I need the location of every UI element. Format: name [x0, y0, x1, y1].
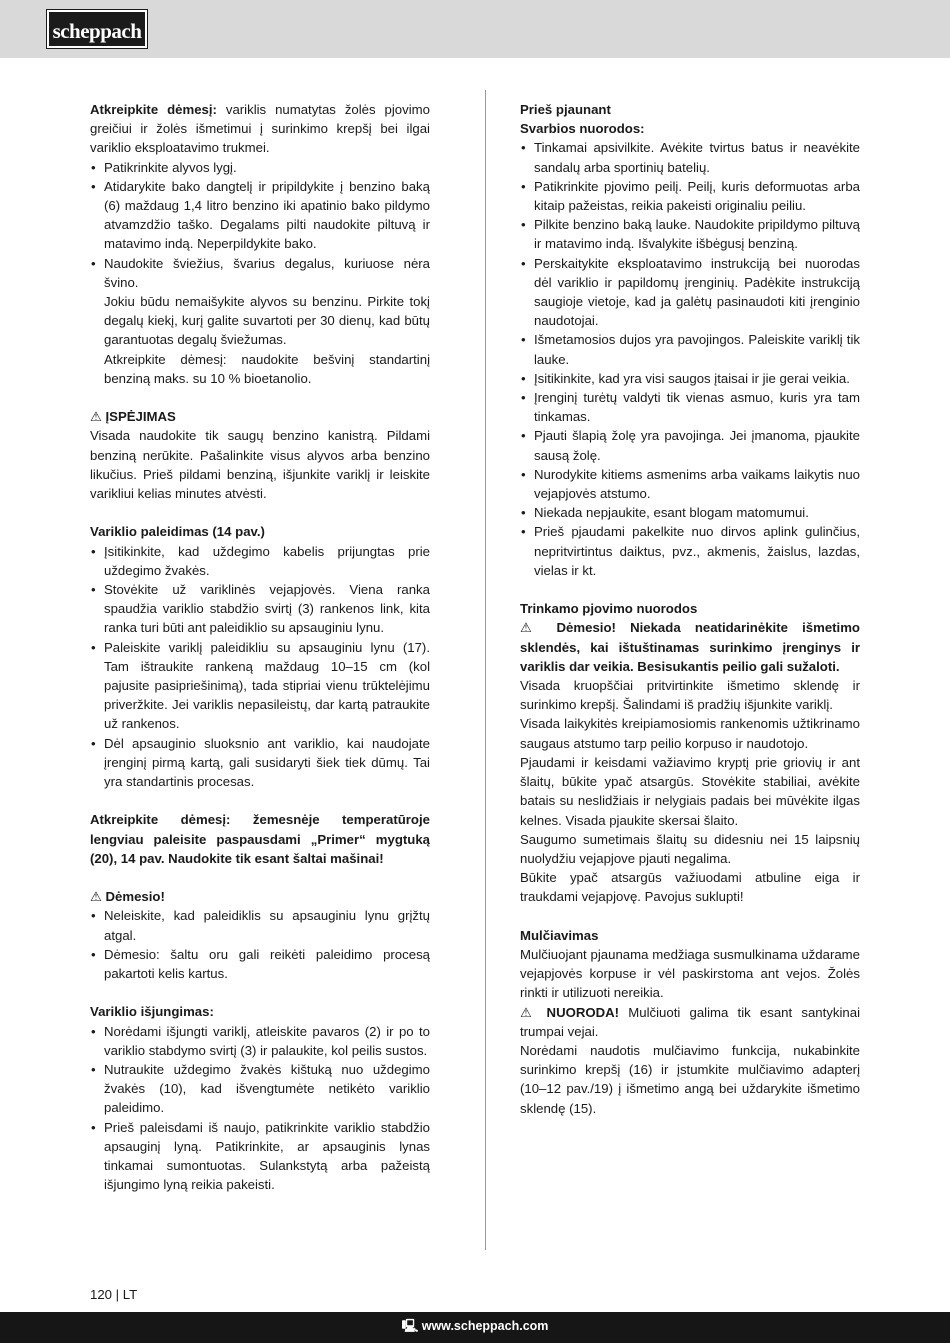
- column-divider: [485, 90, 486, 1250]
- list-item: • Įrenginį turėtų valdyti tik vienas asmuo, kuris yra tam tinkamas.: [520, 388, 860, 426]
- list-item: • Pjauti šlapią žolę yra pavojinga. Jei įmanoma, pjaukite sausą žolę.: [520, 426, 860, 464]
- fuel-list: [90, 158, 430, 292]
- page-number: 120 | LT: [90, 1287, 138, 1302]
- list-item: • Prieš paleisdami iš naujo, patikrinkite variklio stabdžio apsauginį lyną. Patikrinkite, ar apsauginis lynas tinkamai sumontuotas. Sulankstytą arba pažeistą išjungimo lyną reikia pakeisti.: [90, 1118, 430, 1195]
- list-item: • Įsitikinkite, kad yra visi saugos įtaisai ir jie gerai veikia.: [520, 369, 860, 388]
- list-continuation: Jokiu būdu nemaišykite alyvos su benzinu. Pirkite tokį degalų kiekį, kurį galite suvartoti per 30 dienų, kad būtų garantuotas degalų šviežumas.: [104, 294, 430, 348]
- list-item: • Paleiskite variklį paleidikliu su apsauginiu lynu (17). Tam ištraukite rankeną maždaug 10–15 cm (kol pajusite pasipriešinimą), tada stipriai vienu trūktelėjimu priveržkite. Jei variklis nepasileistų, dar kartą patraukite už rankenos.: [90, 638, 430, 734]
- section-title-mowing: Trinkamo pjovimo nuorodos: [520, 601, 698, 617]
- primer-note: Atkreipkite dėmesį: žemesnėje temperatūroje lengviau paleisite paspausdami „Primer“ mygtuką (20), 14 pav. Naudokite tik esant šaltai mašinai!: [90, 812, 430, 866]
- section-title-mulching: Mulčiavimas: [520, 927, 599, 943]
- important-list: [520, 138, 860, 580]
- right-column: [520, 100, 860, 1118]
- footer-bar: [0, 1312, 950, 1343]
- list-item: • Naudokite šviežius, švarius degalus, kuriuose nėra švino.: [90, 254, 430, 292]
- caution-list: [90, 906, 430, 983]
- list-item: • Išmetamosios dujos yra pavojingos. Paleiskite variklį tik lauke.: [520, 330, 860, 368]
- list-continuation: Atkreipkite dėmesį: naudokite bešvinį standartinį benziną maks. su 10 % bioetanolio.: [104, 351, 430, 386]
- paragraph: Mulčiuojant pjaunama medžiaga susmulkinama uždarame vejapjovės korpuse ir vėl paskirstoma ant vejos. Žolės rinkti ir utilizuoti nereikia.: [520, 946, 860, 1001]
- section-title-stop: Variklio išjungimas:: [90, 1004, 214, 1020]
- paragraph: Pjaudami ir keisdami važiavimo kryptį prie griovių ir ant šlaitų, būkite ypač atsargūs. Stovėkite stabiliai, avėkite batais su neslidžiais ir nelygiais padais bei mūvėkite ilgas kelnes. Visada pjaukite skersai šlaito.: [520, 754, 860, 828]
- list-item: • Įsitikinkite, kad uždegimo kabelis prijungtas prie uždegimo žvakės.: [90, 542, 430, 580]
- paragraph-attention: Atkreipkite dėmesį: variklis numatytas žolės pjovimo greičiui ir žolės išmetimui į surinkimo krepšį bei ilgai variklio eksploatavimo trukmei.: [90, 102, 430, 156]
- brand-logo[interactable]: scheppach: [47, 10, 147, 48]
- list-item: • Dėl apsauginio sluoksnio ant variklio, kai naudojate įrenginį pirmą kartą, gali susidaryti šiek tiek dūmų. Tai yra standartinis procesas.: [90, 734, 430, 792]
- paragraph: Visada laikykitės kreipiamosiomis rankenomis užtikrinamo saugaus atstumo tarp peilio korpuso ir naudotojo.: [520, 716, 860, 751]
- warning-heading: ⚠ ĮSPĖJIMAS: [90, 409, 176, 425]
- paragraph: Saugumo sumetimais šlaitų su didesniu nei 15 laipsnių nuolydžiu vejapjove pjauti negalima.: [520, 831, 860, 866]
- list-item: • Patikrinkite alyvos lygį.: [90, 158, 430, 177]
- list-item: • Stovėkite už variklinės vejapjovės. Viena ranka spaudžia variklio stabdžio svirtį (3) rankenos link, kita ranka turi būti ant paleidiklio su apsauginiu lynu.: [90, 580, 430, 638]
- warning-icon: ⚠: [90, 409, 102, 425]
- warning-icon: ⚠: [520, 620, 543, 636]
- paragraph: Būkite ypač atsargūs važiuodami atbuline eiga ir traukdami vejapjovę. Pavojus suklupti!: [520, 870, 860, 905]
- list-item: • Norėdami išjungti variklį, atleiskite pavaros (2) ir po to variklio stabdymo svirtį (3) ir palaukite, kol peilis sustos.: [90, 1022, 430, 1060]
- section-title-before: Prieš pjaunant: [520, 102, 611, 117]
- list-item: • Atidarykite bako dangtelį ir pripildykite į benzino baką (6) maždaug 1,4 litro benzino iki apatinio bako pildymo atvamzdžio taško. Degalams pilti naudokite piltuvą ir matavimo indą. Neperpildykite bako.: [90, 177, 430, 254]
- warning-text: Visada naudokite tik saugų benzino kanistrą. Pildami benziną nerūkite. Pašalinkite visus alyvos arba benzino likučius. Prieš pildami benziną, išjunkite variklį ir leiskite varikliui kelias minutes atvėsti.: [90, 428, 430, 502]
- list-item: • Nutraukite uždegimo žvakės kištuką nuo uždegimo žvakės (10), kad išvengtumėte netikėto variklio paleidimo.: [90, 1060, 430, 1118]
- website-link[interactable]: www.scheppach.com: [418, 1319, 549, 1333]
- subsection-title-important: Svarbios nuorodos:: [520, 121, 645, 137]
- list-item: • Tinkamai apsivilkite. Avėkite tvirtus batus ir neavėkite sandalų arba sportinių batelių.: [520, 138, 860, 176]
- list-item: • Patikrinkite pjovimo peilį. Peilį, kuris deformuotas arba kitaip pažeistas, reikia pakeisti originaliu peiliu.: [520, 177, 860, 215]
- header-bar: [0, 0, 950, 58]
- note-paragraph: ⚠ NUORODA! Mulčiuoti galima tik esant santykinai trumpai vejai.: [520, 1004, 860, 1039]
- start-list: [90, 542, 430, 792]
- stop-list: [90, 1022, 430, 1195]
- list-item: • Pilkite benzino baką lauke. Naudokite pripildymo piltuvą ir matavimo indą. Išvalykite išbėgusį benziną.: [520, 215, 860, 253]
- list-item: • Perskaitykite eksploatavimo instrukciją bei nuorodas dėl variklio ir papildomų įrenginių. Padėkite instrukciją saugioje vietoje, kad ja galėtų pasinaudoti kiti įrenginio naudotojai.: [520, 254, 860, 331]
- warning-icon: ⚠: [90, 889, 102, 905]
- list-item: • Niekada nepjaukite, esant blogam matomumui.: [520, 503, 860, 522]
- paragraph: Norėdami naudotis mulčiavimo funkcija, nukabinkite surinkimo krepšį (16) ir įstumkite mulčiavimo adapterį (10–12 pav./19) į išmetimo angą bei uždarykite išmetimo sklendę (15).: [520, 1042, 860, 1116]
- computer-icon: 🖳: [401, 1319, 419, 1333]
- list-item: • Nurodykite kitiems asmenims arba vaikams laikytis nuo vejapjovės atstumo.: [520, 465, 860, 503]
- left-column: [90, 100, 430, 1195]
- list-item: • Dėmesio: šaltu oru gali reikėti paleidimo procesą pakartoti kelis kartus.: [90, 945, 430, 983]
- list-item: • Neleiskite, kad paleidiklis su apsauginiu lynu grįžtų atgal.: [90, 906, 430, 944]
- section-title-start: Variklio paleidimas (14 pav.): [90, 524, 265, 540]
- list-item: • Prieš pjaudami pakelkite nuo dirvos aplink gulinčius, nepritvirtintus daiktus, pvz., akmenis, žaislus, lazdas, vielas ir kt.: [520, 522, 860, 580]
- warning-icon: ⚠: [520, 1004, 538, 1020]
- paragraph: Visada kruopščiai pritvirtinkite išmetimo sklendę ir surinkimo krepšį. Šalindami iš pradžių išjunkite variklį.: [520, 678, 860, 713]
- caution-heading: ⚠ Dėmesio!: [90, 889, 165, 905]
- mowing-warning: ⚠ Dėmesio! Niekada neatidarinėkite išmetimo sklendės, kai ištuštinamas surinkimo įrenginys ir variklis dar veikia. Besisukantis peilio gali sužaloti.: [520, 620, 860, 674]
